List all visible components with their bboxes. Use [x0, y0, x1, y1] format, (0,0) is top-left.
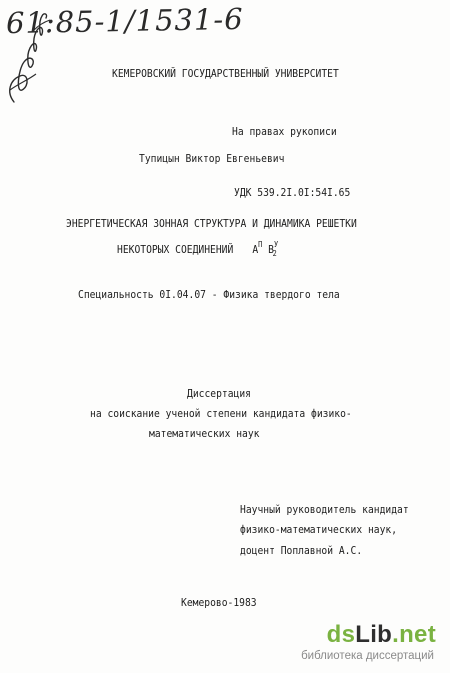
udk-code: УДК 539.2I.0I:54I.65: [234, 187, 351, 199]
title-compounds-text: НЕКОТОРЫХ СОЕДИНЕНИЙ: [117, 244, 234, 256]
manuscript-rights-note: На правах рукописи: [232, 126, 337, 138]
formula-element-b: B: [268, 244, 274, 256]
supervisor-line-2: физико-математических наук,: [240, 524, 398, 536]
specialty-line: Специальность 0I.04.07 - Физика твердого тела: [78, 289, 340, 301]
formula-b-superscript: У: [273, 240, 279, 249]
dslib-watermark-logo[interactable]: [327, 621, 436, 649]
logo-prefix: ds: [326, 621, 356, 648]
dissertation-line-1: Диссертация: [187, 388, 251, 400]
watermark-subtitle: библиотека диссертаций: [301, 650, 434, 662]
dissertation-line-3: математических наук: [149, 428, 260, 440]
dissertation-title-line-2: [117, 240, 291, 258]
formula-a-superscript: П: [258, 240, 263, 249]
city-and-year: Кемерово-1983: [181, 597, 257, 609]
dissertation-title-line-1: ЭНЕРГЕТИЧЕСКАЯ ЗОННАЯ СТРУКТУРА И ДИНАМИКА РЕШЕТКИ: [66, 218, 357, 230]
author-name: Тупицын Виктор Евгеньевич: [139, 153, 285, 165]
dissertation-line-2: на соискание ученой степени кандидата физико-: [90, 408, 352, 420]
archive-number-handwritten: 61:85-1/1531-6: [5, 1, 244, 41]
supervisor-line-1: Научный руководитель кандидат: [240, 504, 409, 516]
logo-brand: Lib: [355, 621, 393, 648]
supervisor-line-3: доцент Поплавной А.С.: [240, 545, 363, 557]
formula-b-subscript: 2: [272, 249, 277, 258]
logo-suffix: .net: [392, 621, 436, 648]
formula-element-a: A: [252, 244, 259, 256]
university-name: КЕМЕРОВСКИЙ ГОСУДАРСТВЕННЫЙ УНИВЕРСИТЕТ: [112, 68, 339, 80]
